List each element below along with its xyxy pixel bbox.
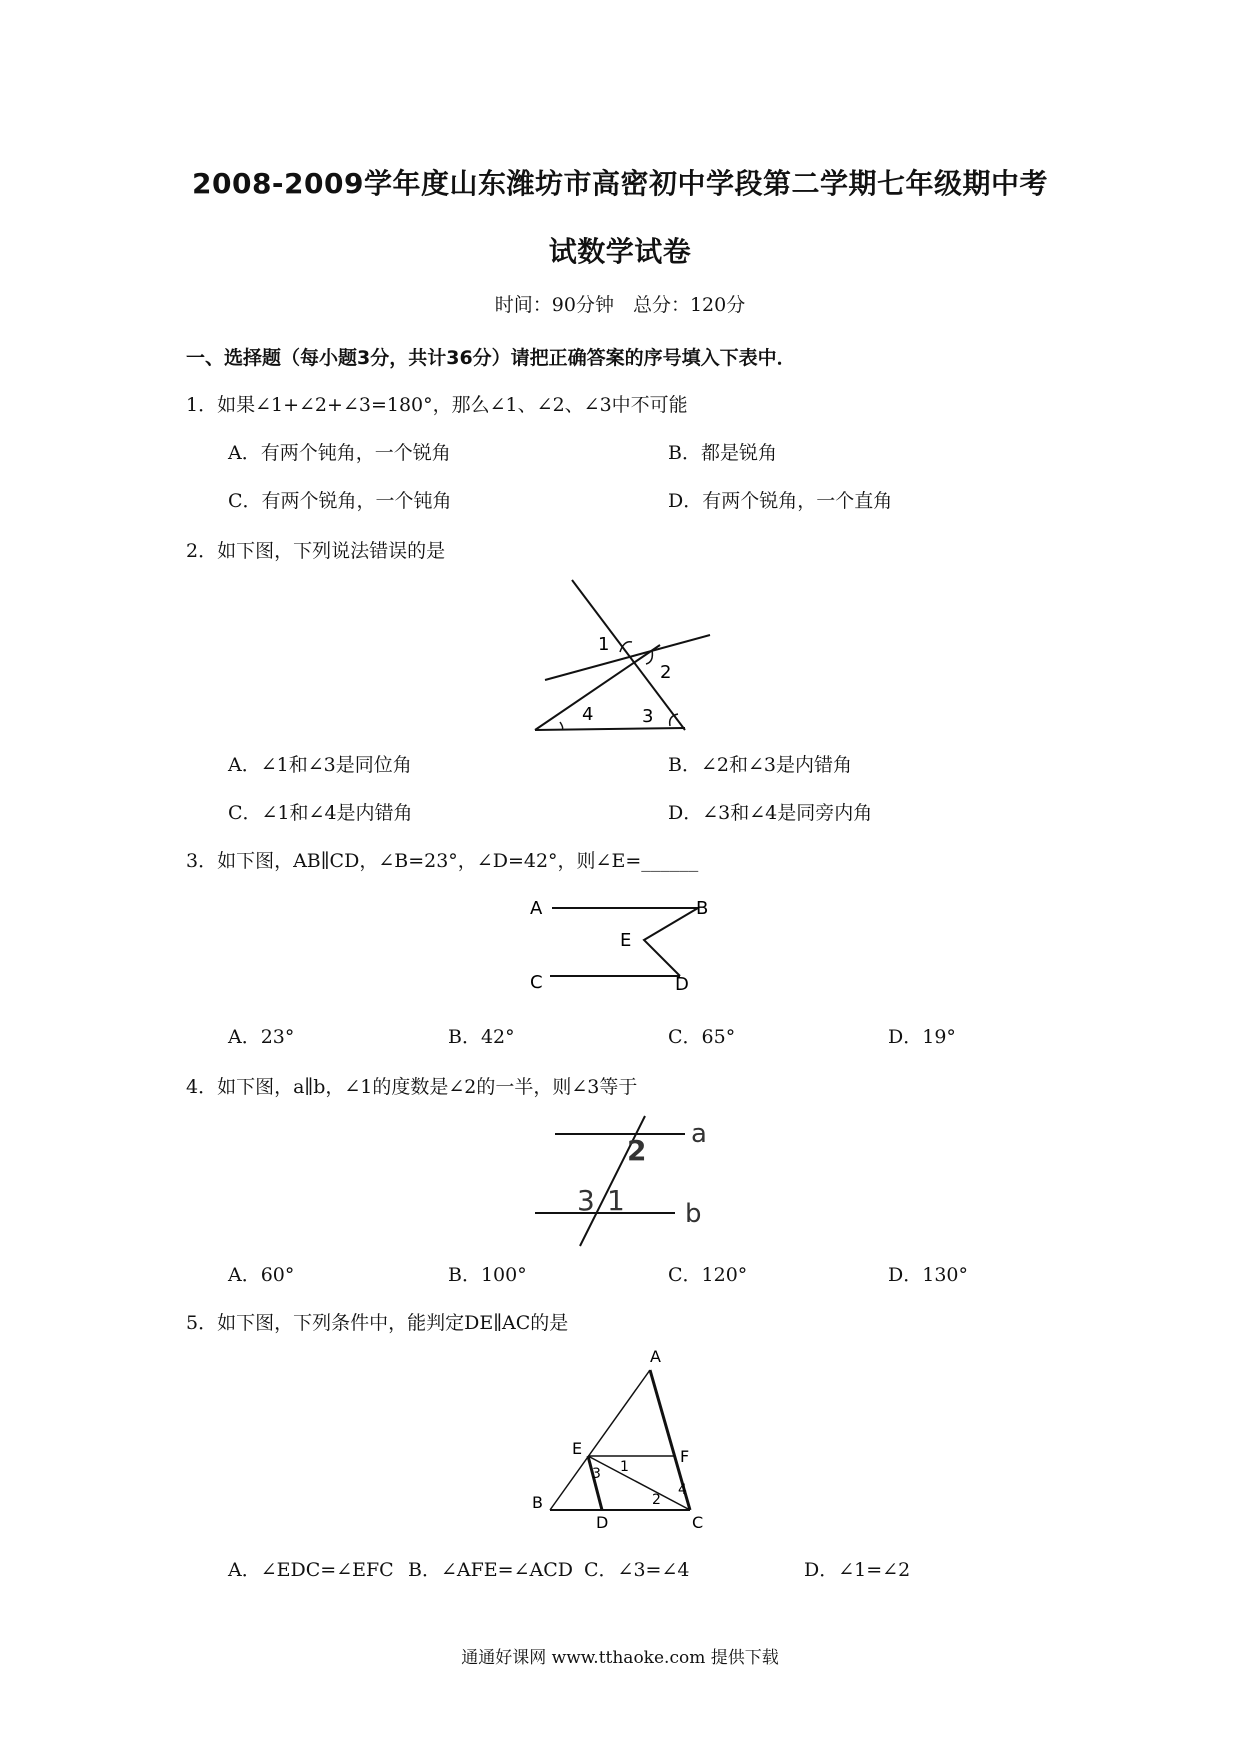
question-4-option-d: D．130° [888, 1264, 968, 1286]
q4-label-3: 3 [577, 1184, 595, 1217]
exam-meta: 时间：90分钟 总分：120分 [494, 294, 746, 316]
question-5-option-d: D．∠1=∠2 [804, 1559, 911, 1581]
question-3-option-d: D．19° [888, 1026, 956, 1048]
question-5-stem: 5．如下图，下列条件中，能判定DE∥AC的是 [186, 1312, 569, 1334]
q3-label-a: A [530, 898, 543, 919]
section-heading: 一、选择题（每小题3分，共计36分）请把正确答案的序号填入下表中． [186, 347, 796, 369]
q5-label-a: A [650, 1347, 661, 1366]
question-1-option-c: C．有两个锐角，一个钝角 [228, 490, 452, 512]
question-4-option-a: A．60° [228, 1264, 295, 1286]
q5-label-1: 1 [620, 1459, 629, 1475]
q3-label-c: C [530, 972, 543, 993]
question-5-option-b: B．∠AFE=∠ACD [408, 1559, 573, 1581]
q3-label-d: D [675, 974, 689, 995]
question-1-option-b: B．都是锐角 [668, 442, 777, 464]
page-title-line2: 试数学试卷 [548, 235, 692, 268]
question-4-option-c: C．120° [668, 1264, 748, 1286]
q5-label-e: E [572, 1439, 583, 1458]
question-3-option-a: A．23° [228, 1026, 295, 1048]
question-1-option-a: A．有两个钝角，一个锐角 [228, 442, 451, 464]
question-2-option-b: B．∠2和∠3是内错角 [668, 754, 852, 776]
q4-label-a: a [691, 1119, 707, 1149]
question-3-option-c: C．65° [668, 1026, 736, 1048]
question-2-option-a: A．∠1和∠3是同位角 [228, 754, 412, 776]
q5-label-f: F [680, 1447, 690, 1466]
q4-label-1: 1 [607, 1184, 625, 1217]
q4-label-2: 2 [627, 1134, 647, 1167]
q5-label-b: B [532, 1493, 543, 1512]
q3-label-b: B [696, 898, 709, 919]
question-4-option-b: B．100° [448, 1264, 527, 1286]
q5-label-c: C [692, 1513, 704, 1532]
question-5-option-c: C．∠3=∠4 [584, 1559, 690, 1581]
question-5-option-a: A．∠EDC=∠EFC [228, 1559, 394, 1581]
q2-label-4: 4 [582, 704, 594, 725]
question-1-stem: 1．如果∠1+∠2+∠3=180°，那么∠1、∠2、∠3中不可能 [186, 394, 688, 416]
q2-label-1: 1 [598, 634, 610, 655]
q5-label-4: 4 [678, 1482, 687, 1498]
question-3-stem: 3．如下图，AB∥CD，∠B=23°，∠D=42°，则∠E=______ [186, 850, 699, 872]
page-footer: 通通好课网 www.tthaoke.com 提供下载 [461, 1648, 779, 1668]
question-3-option-b: B．42° [448, 1026, 515, 1048]
question-2-stem: 2．如下图，下列说法错误的是 [186, 540, 446, 562]
question-3-figure [520, 888, 730, 1000]
q2-label-2: 2 [660, 662, 672, 683]
q4-label-b: b [685, 1199, 702, 1229]
question-4-figure [525, 1112, 725, 1250]
question-2-figure [520, 570, 720, 740]
page-title-line1: 2008-2009学年度山东潍坊市高密初中学段第二学期七年级期中考 [192, 167, 1048, 200]
question-2-option-d: D．∠3和∠4是同旁内角 [668, 802, 873, 824]
q3-label-e: E [620, 930, 632, 951]
q5-label-d: D [596, 1513, 609, 1532]
question-2-option-c: C．∠1和∠4是内错角 [228, 802, 413, 824]
question-4-stem: 4．如下图，a∥b，∠1的度数是∠2的一半，则∠3等于 [186, 1076, 638, 1098]
question-1-option-d: D．有两个锐角，一个直角 [668, 490, 893, 512]
q5-label-3: 3 [592, 1466, 601, 1482]
q5-label-2: 2 [652, 1492, 661, 1508]
question-5-figure [520, 1340, 730, 1540]
q2-label-3: 3 [642, 706, 654, 727]
